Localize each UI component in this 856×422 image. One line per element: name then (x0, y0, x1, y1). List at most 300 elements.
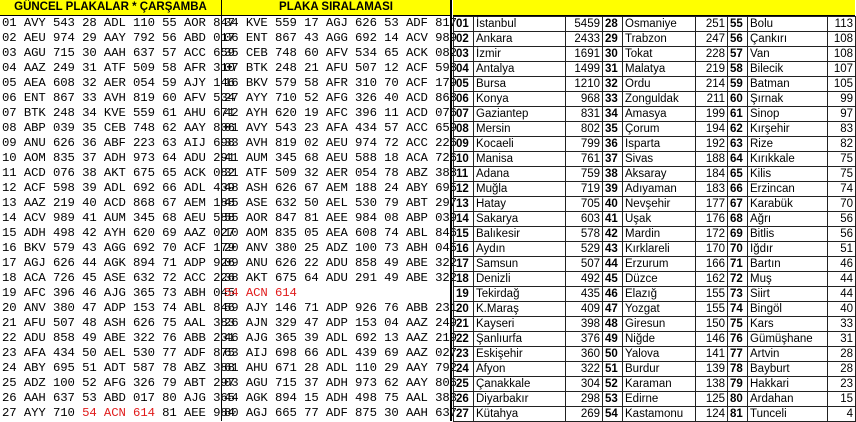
province-name: Adıyaman (623, 182, 696, 197)
plate-code: 47 (603, 302, 623, 317)
plate-code: 06 (454, 92, 474, 107)
plate-count: 214 (696, 77, 728, 92)
plate-count: 5459 (566, 17, 603, 32)
province-name: Kastamonu (623, 407, 696, 422)
province-name: Aydın (474, 242, 566, 257)
current-plate-row: 01 AVY 543 28 ADL 110 55 AOR 847 (2, 16, 235, 30)
plate-count: 799 (566, 137, 603, 152)
plate-code: 39 (603, 182, 623, 197)
province-name: Tekirdağ (474, 287, 566, 302)
plate-count: 28 (828, 347, 856, 362)
plate-count: 968 (566, 92, 603, 107)
province-name: Artvin (748, 347, 828, 362)
province-name: Bartın (748, 257, 828, 272)
highlighted-plate: 54 ACN 614 (82, 406, 155, 420)
province-name: Elazığ (623, 287, 696, 302)
current-plate-row: 24 ABY 695 51 ADT 587 78 ABZ 388 (2, 361, 235, 375)
plate-count: 138 (696, 377, 728, 392)
plate-order-list (222, 16, 457, 421)
province-name: Gaziantep (474, 107, 566, 122)
plate-count: 184 (696, 167, 728, 182)
current-plate-row: 12 ACF 598 39 ADL 692 66 ADL 439 (2, 181, 235, 195)
plate-count: 4 (828, 407, 856, 422)
plate-code: 55 (728, 17, 748, 32)
plate-code: 41 (603, 212, 623, 227)
current-plate-row: 03 AGU 715 30 AAH 637 57 ACC 659 (2, 46, 235, 60)
plate-count: 188 (696, 152, 728, 167)
highlighted-plate: 54 ACN 614 (224, 286, 297, 300)
province-name: Karabük (748, 197, 828, 212)
plate-order-row: 34 KVE 559 17 AGJ 626 53 ADF 817 (224, 16, 457, 30)
plate-count: 44 (828, 287, 856, 302)
ranking-row (454, 392, 856, 407)
province-name: Ardahan (748, 392, 828, 407)
plate-code: 52 (603, 377, 623, 392)
plate-code: 03 (454, 47, 474, 62)
plate-code: 64 (728, 152, 748, 167)
province-name: Kırşehir (748, 122, 828, 137)
province-name: Burdur (623, 362, 696, 377)
plate-count: 322 (566, 362, 603, 377)
ranking-row (454, 377, 856, 392)
plate-code: 29 (603, 32, 623, 47)
plate-count: 105 (828, 77, 856, 92)
plate-code: 63 (728, 137, 748, 152)
province-name: Mersin (474, 122, 566, 137)
province-name: Muğla (474, 182, 566, 197)
ranking-row (454, 227, 856, 242)
plate-code: 24 (454, 362, 474, 377)
plate-order-row: 42 AYH 620 19 AFC 396 11 ACD 076 (224, 106, 457, 120)
plate-code: 37 (603, 152, 623, 167)
plate-count: 719 (566, 182, 603, 197)
plate-code: 44 (603, 257, 623, 272)
plate-count: 70 (828, 197, 856, 212)
province-name: Adana (474, 167, 566, 182)
plate-order-row: 45 ASE 632 50 AEL 530 79 ABT 297 (224, 196, 457, 210)
province-name: İzmir (474, 47, 566, 62)
plate-count: 376 (566, 332, 603, 347)
plate-count: 269 (566, 407, 603, 422)
current-plate-row: 02 AEU 974 29 AAY 792 56 ABD 017 (2, 31, 235, 45)
plate-count: 192 (696, 137, 728, 152)
ranking-row (454, 17, 856, 32)
plate-code: 59 (728, 77, 748, 92)
ranking-row (454, 212, 856, 227)
plate-count: 75 (828, 152, 856, 167)
plate-code: 74 (728, 302, 748, 317)
plate-count: 802 (566, 122, 603, 137)
ranking-row (454, 137, 856, 152)
plate-count: 75 (828, 167, 856, 182)
plate-count: 155 (696, 287, 728, 302)
plate-code: 05 (454, 77, 474, 92)
ranking-row (454, 197, 856, 212)
plate-count: 183 (696, 182, 728, 197)
plate-count: 40 (828, 302, 856, 317)
plate-order-row: 27 AYY 710 52 AFG 326 40 ACD 868 (224, 91, 457, 105)
plate-code: 12 (454, 182, 474, 197)
plate-count: 177 (696, 197, 728, 212)
plate-order-row: 38 AKT 675 64 ADU 291 49 ABE 322 (224, 271, 457, 285)
province-name: Bilecik (748, 62, 828, 77)
plate-code: 31 (603, 62, 623, 77)
plate-code: 11 (454, 167, 474, 182)
plate-code: 28 (603, 17, 623, 32)
province-name: Kocaeli (474, 137, 566, 152)
plate-code: 70 (728, 242, 748, 257)
plate-count: 56 (828, 227, 856, 242)
plate-code: 35 (603, 122, 623, 137)
plate-code: 43 (603, 242, 623, 257)
plate-count: 15 (828, 392, 856, 407)
province-name: Nevşehir (623, 197, 696, 212)
province-name: Şırnak (748, 92, 828, 107)
province-name: Kütahya (474, 407, 566, 422)
province-name: K.Maraş (474, 302, 566, 317)
plate-count: 199 (696, 107, 728, 122)
plate-count: 166 (696, 257, 728, 272)
plate-code: 69 (728, 227, 748, 242)
ranking-row (454, 362, 856, 377)
province-name: Trabzon (623, 32, 696, 47)
province-ranking-panel (453, 0, 855, 421)
province-name: Aksaray (623, 167, 696, 182)
province-name: Konya (474, 92, 566, 107)
province-name: Siirt (748, 287, 828, 302)
plate-count: 108 (828, 32, 856, 47)
province-name: Denizli (474, 272, 566, 287)
province-name: Bayburt (748, 362, 828, 377)
province-name: Çankırı (748, 32, 828, 47)
current-plate-row: 27 AYY 710 54 ACN 614 81 AEE 984 (2, 406, 235, 420)
province-name: Sivas (623, 152, 696, 167)
province-name: Bitlis (748, 227, 828, 242)
plate-count: 409 (566, 302, 603, 317)
plate-count: 28 (828, 362, 856, 377)
plate-count: 82 (828, 137, 856, 152)
plate-count: 1691 (566, 47, 603, 62)
current-plate-row: 26 AAH 637 53 ABD 017 80 AJG 365 (2, 391, 235, 405)
plate-order-row: 16 BKV 579 58 AFR 310 70 ACF 179 (224, 76, 457, 90)
province-name: Erzurum (623, 257, 696, 272)
current-plate-row: 17 AGJ 626 44 AGK 894 71 ADP 926 (2, 256, 235, 270)
province-name: Eskişehir (474, 347, 566, 362)
plate-code: 78 (728, 362, 748, 377)
plate-code: 18 (454, 272, 474, 287)
province-name: Kars (748, 317, 828, 332)
current-plate-row: 22 ADU 858 49 ABE 322 76 ABB 231 (2, 331, 235, 345)
plate-code: 30 (603, 47, 623, 62)
province-name: Afyon (474, 362, 566, 377)
plate-code: 13 (454, 197, 474, 212)
plate-count: 761 (566, 152, 603, 167)
plate-order-row: 20 ANV 380 25 ADZ 100 73 ABH 045 (224, 241, 457, 255)
plate-count: 398 (566, 317, 603, 332)
plate-code: 71 (728, 257, 748, 272)
province-name: Sinop (748, 107, 828, 122)
plate-code: 23 (454, 347, 474, 362)
ranking-row (454, 107, 856, 122)
province-name: Düzce (623, 272, 696, 287)
plate-count: 759 (566, 167, 603, 182)
province-name: Muş (748, 272, 828, 287)
plate-count: 108 (828, 47, 856, 62)
plate-code: 14 (454, 212, 474, 227)
plate-count: 1499 (566, 62, 603, 77)
province-name: Ordu (623, 77, 696, 92)
plate-count: 219 (696, 62, 728, 77)
plate-code: 46 (603, 287, 623, 302)
plate-code: 34 (603, 107, 623, 122)
plate-order-row: 06 ENT 867 43 AGG 692 14 ACV 989 (224, 31, 457, 45)
plate-count: 492 (566, 272, 603, 287)
plate-code: 42 (603, 227, 623, 242)
plate-order-row: 46 AJG 365 39 ADL 692 13 AAZ 219 (224, 331, 457, 345)
ranking-row (454, 287, 856, 302)
current-plates-list (0, 16, 235, 421)
plate-count: 125 (696, 392, 728, 407)
plate-code: 72 (728, 272, 748, 287)
current-plate-row: 16 BKV 579 43 AGG 692 70 ACF 179 (2, 241, 235, 255)
plate-code: 56 (728, 32, 748, 47)
plate-order-row (222, 286, 450, 301)
province-ranking-table (453, 16, 856, 422)
plate-code: 49 (603, 332, 623, 347)
plate-code: 36 (603, 137, 623, 152)
ranking-row (454, 62, 856, 77)
province-name: Mardin (623, 227, 696, 242)
province-name: Tunceli (748, 407, 828, 422)
province-name: Bolu (748, 17, 828, 32)
plate-order-row: 63 AIJ 698 66 ADL 439 69 AAZ 027 (224, 346, 457, 360)
plate-code: 01 (454, 17, 474, 32)
plate-code: 08 (454, 122, 474, 137)
plate-code: 07 (454, 107, 474, 122)
plate-code: 16 (454, 242, 474, 257)
province-name: Uşak (623, 212, 696, 227)
province-name: Isparta (623, 137, 696, 152)
plate-code: 09 (454, 137, 474, 152)
plate-order-row: 61 AHU 671 28 ADL 110 29 AAY 792 (224, 361, 457, 375)
current-plate-row: 15 ADH 498 42 AYH 620 69 AAZ 027 (2, 226, 235, 240)
plate-order-row: 07 BTK 248 21 AFU 507 12 ACF 598 (224, 61, 457, 75)
province-name: Edirne (623, 392, 696, 407)
plate-count: 74 (828, 182, 856, 197)
province-name: Zonguldak (623, 92, 696, 107)
province-name: Şanlıurfa (474, 332, 566, 347)
ranking-row (454, 242, 856, 257)
plate-count: 172 (696, 227, 728, 242)
plate-count: 51 (828, 242, 856, 257)
plate-count: 2433 (566, 32, 603, 47)
plate-code: 40 (603, 197, 623, 212)
province-name: İstanbul (474, 17, 566, 32)
ranking-row (454, 32, 856, 47)
province-name: Yalova (623, 347, 696, 362)
plate-count: 155 (696, 302, 728, 317)
plate-code: 80 (728, 392, 748, 407)
plate-code: 62 (728, 122, 748, 137)
current-plate-row: 19 AFC 396 46 AJG 365 73 ABH 045 (2, 286, 235, 300)
province-name: Giresun (623, 317, 696, 332)
plate-count: 304 (566, 377, 603, 392)
ranking-row (454, 122, 856, 137)
plate-code: 38 (603, 167, 623, 182)
plate-order-row: 59 AJY 146 71 ADP 926 76 ABB 231 (224, 301, 457, 315)
ranking-row (454, 347, 856, 362)
plate-count: 1210 (566, 77, 603, 92)
current-plate-row: 20 ANV 380 47 ADP 153 74 ABL 846 (2, 301, 235, 315)
province-name: Gümüşhane (748, 332, 828, 347)
ranking-row (454, 152, 856, 167)
plate-code: 17 (454, 257, 474, 272)
plate-order-row: 35 CEB 748 60 AFV 534 65 ACK 082 (224, 46, 457, 60)
plate-order-row: 55 AOR 847 81 AEE 984 08 ABP 039 (224, 211, 457, 225)
current-plates-panel (0, 0, 235, 421)
ranking-row (454, 407, 856, 422)
plate-code: 66 (728, 182, 748, 197)
plate-code: 54 (603, 407, 623, 422)
plate-code: 68 (728, 212, 748, 227)
province-name: Amasya (623, 107, 696, 122)
province-name: Erzincan (748, 182, 828, 197)
plate-code: 58 (728, 62, 748, 77)
plate-count: 507 (566, 257, 603, 272)
province-name: Hatay (474, 197, 566, 212)
province-name: Ankara (474, 32, 566, 47)
province-name: Kilis (748, 167, 828, 182)
current-plate-row: 05 AEA 608 32 AER 054 59 AJY 146 (2, 76, 235, 90)
province-name: Rize (748, 137, 828, 152)
plate-count: 298 (566, 392, 603, 407)
plate-code: 79 (728, 377, 748, 392)
province-name: Tokat (623, 47, 696, 62)
province-name: Hakkari (748, 377, 828, 392)
plate-code: 27 (454, 407, 474, 422)
plate-order-row: 41 AUM 345 68 AEU 588 18 ACA 726 (224, 151, 457, 165)
plate-code: 65 (728, 167, 748, 182)
current-plate-row: 04 AAZ 249 31 ATF 509 58 AFR 310 (2, 61, 235, 75)
ranking-row (454, 182, 856, 197)
plate-code: 19 (454, 287, 474, 302)
plate-code: 48 (603, 317, 623, 332)
ranking-row (454, 47, 856, 62)
current-plate-row: 09 ANU 626 36 ABF 223 63 AIJ 698 (2, 136, 235, 150)
ranking-row (454, 77, 856, 92)
current-plate-row: 07 BTK 248 34 KVE 559 61 AHU 671 (2, 106, 235, 120)
province-name: Ağrı (748, 212, 828, 227)
plate-code: 45 (603, 272, 623, 287)
plate-count: 99 (828, 92, 856, 107)
current-plate-row: 11 ACD 076 38 AKT 675 65 ACK 082 (2, 166, 235, 180)
current-plate-row: 25 ADZ 100 52 AFG 326 79 ABT 297 (2, 376, 235, 390)
province-name: Yozgat (623, 302, 696, 317)
plate-code: 33 (603, 92, 623, 107)
plate-code: 20 (454, 302, 474, 317)
province-name: Niğde (623, 332, 696, 347)
current-plate-row: 10 AOM 835 37 ADH 973 64 ADU 291 (2, 151, 235, 165)
current-plate-row: 13 AAZ 219 40 ACD 868 67 AEM 188 (2, 196, 235, 210)
plate-count: 176 (696, 212, 728, 227)
plate-code: 73 (728, 287, 748, 302)
current-plate-row: 18 ACA 726 45 ASE 632 72 ACC 226 (2, 271, 235, 285)
province-name: Van (748, 47, 828, 62)
province-name: Çanakkale (474, 377, 566, 392)
ranking-row (454, 317, 856, 332)
province-name: Balıkesir (474, 227, 566, 242)
plate-code: 51 (603, 362, 623, 377)
plate-order-row: 80 AGJ 665 77 ADF 875 30 AAH 637 (224, 406, 457, 420)
province-name: Malatya (623, 62, 696, 77)
plate-count: 56 (828, 212, 856, 227)
province-name: Kırklareli (623, 242, 696, 257)
plate-count: 146 (696, 332, 728, 347)
plate-code: 04 (454, 62, 474, 77)
ranking-row (454, 272, 856, 287)
plate-count: 603 (566, 212, 603, 227)
current-plate-row: 14 ACV 989 41 AUM 345 68 AEU 588 (2, 211, 235, 225)
ranking-row (454, 302, 856, 317)
plate-order-row: 01 AVY 543 23 AFA 434 57 ACC 659 (224, 121, 457, 135)
plate-count: 578 (566, 227, 603, 242)
plate-code: 61 (728, 107, 748, 122)
plate-code: 22 (454, 332, 474, 347)
plate-code: 67 (728, 197, 748, 212)
plate-count: 150 (696, 317, 728, 332)
plate-code: 77 (728, 347, 748, 362)
plate-code: 15 (454, 227, 474, 242)
plate-order-row: 03 AGU 715 37 ADH 973 62 AAY 806 (224, 376, 457, 390)
province-name: Samsun (474, 257, 566, 272)
ranking-row (454, 257, 856, 272)
plate-count: 529 (566, 242, 603, 257)
plate-count: 705 (566, 197, 603, 212)
ranking-row (454, 332, 856, 347)
plate-count: 97 (828, 107, 856, 122)
plate-order-header: PLAKA SIRALAMASI (222, 0, 450, 16)
plate-count: 107 (828, 62, 856, 77)
plate-count: 113 (828, 17, 856, 32)
plate-count: 831 (566, 107, 603, 122)
plate-count: 194 (696, 122, 728, 137)
current-plate-row: 23 AFA 434 50 AEL 530 77 ADF 875 (2, 346, 235, 360)
plate-count: 141 (696, 347, 728, 362)
plate-order-row: 26 AJN 329 47 ADP 153 04 AAZ 249 (224, 316, 457, 330)
plate-count: 46 (828, 257, 856, 272)
current-plate-row: 21 AFU 507 48 ASH 626 75 AAL 383 (2, 316, 235, 330)
province-name: Iğdır (748, 242, 828, 257)
plate-count: 251 (696, 17, 728, 32)
plate-count: 139 (696, 362, 728, 377)
province-name: Manisa (474, 152, 566, 167)
plate-code: 57 (728, 47, 748, 62)
plate-count: 435 (566, 287, 603, 302)
plate-code: 75 (728, 317, 748, 332)
plate-order-row: 33 AVH 819 02 AEU 974 72 ACC 226 (224, 136, 457, 150)
plate-count: 31 (828, 332, 856, 347)
plate-code: 21 (454, 317, 474, 332)
plate-order-panel (222, 0, 457, 421)
current-plates-header: GÜNCEL PLAKALAR * ÇARŞAMBA (0, 0, 221, 16)
province-name: Kayseri (474, 317, 566, 332)
province-name: Batman (748, 77, 828, 92)
province-name: Antalya (474, 62, 566, 77)
plate-count: 44 (828, 272, 856, 287)
province-name: Diyarbakır (474, 392, 566, 407)
plate-order-row: 09 ANU 626 22 ADU 858 49 ABE 322 (224, 256, 457, 270)
province-name: Sakarya (474, 212, 566, 227)
